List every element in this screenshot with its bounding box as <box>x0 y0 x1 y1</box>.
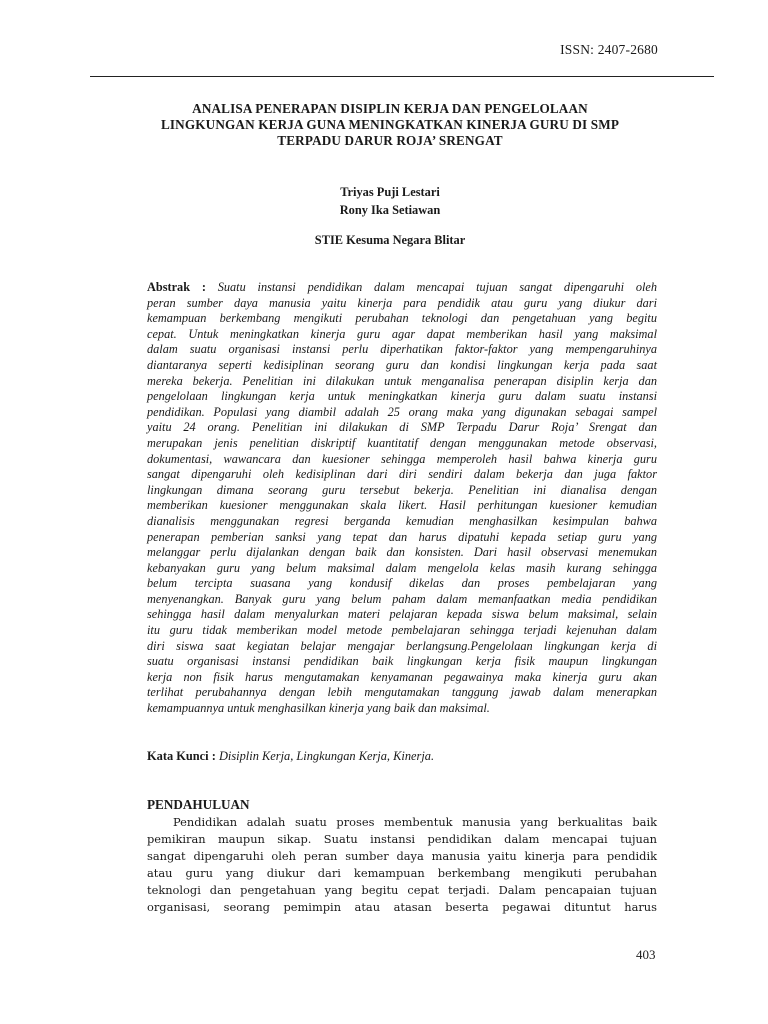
body-line: pemikiran maupun sikap. Suatu instansi pendidikan dalam mencapai tujuan <box>147 832 657 846</box>
title-line: TERPADU DARUR ROJA’ SRENGAT <box>277 133 503 148</box>
abstract-text: itu guru tidak memberikan model metode pembelajaran sehingga terjadi kejenuhan dalam <box>147 623 657 638</box>
abstract-line <box>147 296 657 312</box>
abstract-text: kemampuan berkembang mengikuti perubahan teknologi dan pengetahuan yang begitu <box>147 311 657 326</box>
abstract-text: dokumentasi, wawancara dan kuesioner sehingga memperoleh hasil bahwa kinerja guru <box>147 451 657 466</box>
abstract-text: lingkungan dimana seorang guru tersebut bekerja. Penelitian ini dianalisa dengan <box>147 482 657 497</box>
abstract-text: cepat. Untuk meningkatkan kinerja guru agar dapat memberikan hasil yang maksimal <box>147 326 657 341</box>
abstract-line <box>147 280 657 296</box>
abstract-text: terlihat perubahannya dengan lebih mengutamakan tanggung jawab dalam menerapkan <box>147 685 657 700</box>
title-line: ANALISA PENERAPAN DISIPLIN KERJA DAN PENGELOLAAN <box>192 101 588 116</box>
body-line: organisasi, seorang pemimpin atau atasan beserta pegawai dituntut harus <box>147 900 657 914</box>
abstract-line <box>147 685 657 701</box>
abstract-text: diri siswa saat kegiatan belajar mengajar berlangsung.Pengelolaan lingkungan kerja di <box>147 638 657 653</box>
abstract-line <box>147 654 657 670</box>
abstract-line <box>147 545 657 561</box>
abstract-line <box>147 405 657 421</box>
abstract-text: pendidikan. Populasi yang diambil adalah 25 orang maka yang digunakan sebagai sampel <box>147 404 657 419</box>
header-rule <box>90 76 714 77</box>
abstract-text: mereka bekerja. Penelitian ini dilakukan untuk menganalisa penerapan disiplin kerja dan <box>147 373 657 388</box>
abstract-text: penerapan pemberian sanksi yang tepat dan harus dipatuhi kepada setiap guru yang <box>147 529 657 544</box>
abstract-text: menyenangkan. Banyak guru yang belum paham dalam memanfaatkan media pendidikan <box>147 591 657 606</box>
body-line: sangat dipengaruhi oleh peran sumber daya manusia yaitu kinerja para pendidik <box>147 849 657 863</box>
abstract-text: belum tercipta suasana yang kondusif dikelas dan proses pembelajaran yang <box>147 576 657 591</box>
abstract-line <box>147 311 657 327</box>
abstract-line <box>147 483 657 499</box>
abstract-text: kebanyakan guru yang belum maksimal dalam mengelola kelas masih kurang sehingga <box>147 560 657 575</box>
section-heading: PENDAHULUAN <box>147 797 250 812</box>
body-line: Pendidikan adalah suatu proses membentuk manusia yang berkualitas baik <box>173 815 657 829</box>
abstract-line <box>147 670 657 686</box>
page-number: 403 <box>636 947 656 962</box>
body-line: atau guru yang diukur dari kemampuan berkembang mengikuti perubahan <box>147 866 657 880</box>
abstract-line <box>147 436 657 452</box>
abstract-text: peran sumber daya manusia yaitu kinerja para pendidik atau guru yang diukur dari <box>147 295 657 310</box>
abstract-line <box>147 342 657 358</box>
abstract-line <box>147 498 657 514</box>
abstract-text: dalam suatu organisasi instansi perlu diperhatikan faktor-faktor yang mempengaruhinya <box>147 342 657 357</box>
title-line: LINGKUNGAN KERJA GUNA MENINGKATKAN KINERJA GURU DI SMP <box>160 117 620 132</box>
abstract-line <box>147 576 657 592</box>
abstract-line <box>147 389 657 405</box>
abstract-line <box>147 420 657 436</box>
author-list <box>140 183 640 219</box>
keywords-text: Disiplin Kerja, Lingkungan Kerja, Kinerja. <box>218 749 435 763</box>
abstract-block <box>147 280 657 717</box>
abstract-line <box>147 514 657 530</box>
abstract-line <box>147 607 657 623</box>
affiliation: STIE Kesuma Negara Blitar <box>314 233 466 247</box>
author-name: Rony Ika Setiawan <box>339 203 441 217</box>
abstract-line <box>147 358 657 374</box>
author-name: Triyas Puji Lestari <box>340 185 440 199</box>
abstract-line <box>147 374 657 390</box>
abstract-text: melanggar perlu dijalankan dengan baik dan konsisten. Dari hasil observasi menemukan <box>147 545 657 560</box>
abstract-line <box>147 623 657 639</box>
abstract-line <box>147 467 657 483</box>
abstract-line <box>147 327 657 343</box>
abstract-text: merupakan jenis penelitian diskriptif kuantitatif dengan menggunakan metode observasi, <box>147 435 657 450</box>
abstract-text: pengelolaan lingkungan kerja untuk meningkatkan kinerja guru dalam suatu instansi <box>147 389 657 404</box>
abstract-line <box>147 561 657 577</box>
paper-title <box>140 101 640 149</box>
abstract-line <box>147 701 657 717</box>
keywords-label: Kata Kunci : <box>147 749 216 763</box>
abstract-text: diantaranya seperti kedisiplinan seorang guru dan kondisi lingkungan kerja pada saat <box>147 357 657 372</box>
section-body <box>147 814 657 916</box>
abstract-text: dianalisis menggunakan regresi berganda kemudian menghasilkan kesimpulan bahwa <box>147 513 657 528</box>
abstract-text: sangat dipengaruhi oleh kedisiplinan dari diri sendiri dalam bekerja dan juga faktor <box>147 467 657 482</box>
abstract-label: Abstrak : <box>147 280 206 294</box>
abstract-line <box>147 592 657 608</box>
issn-header: ISSN: 2407-2680 <box>560 42 658 57</box>
abstract-text: kemampuannya untuk menghasilkan kinerja yang baik dan maksimal. <box>147 701 490 716</box>
abstract-text: kerja non fisik harus mengutamakan kenyamanan pegawainya maka kinerja guru akan <box>147 669 657 684</box>
abstract-line <box>147 452 657 468</box>
abstract-text: yaitu 24 orang. Penelitian ini dilakukan di SMP Terpadu Darur Roja’ Srengat dan <box>147 420 657 435</box>
keywords-block <box>147 749 657 764</box>
abstract-text: memberikan kuesioner menggunakan skala likert. Hasil perhitungan kuesioner kemudian <box>147 498 657 513</box>
abstract-line <box>147 639 657 655</box>
abstract-text: Suatu instansi pendidikan dalam mencapai tujuan sangat dipengaruhi oleh <box>217 280 658 294</box>
abstract-line <box>147 530 657 546</box>
body-line: teknologi dan pengetahuan yang begitu cepat terjadi. Dalam pencapaian tujuan <box>147 883 657 897</box>
abstract-text: suatu organisasi instansi pendidikan baik lingkungan kerja fisik maupun lingkungan <box>147 654 657 669</box>
abstract-text: sehingga hasil dalam menyalurkan materi pelajaran kepada siswa belum maksimal, selain <box>147 607 657 622</box>
